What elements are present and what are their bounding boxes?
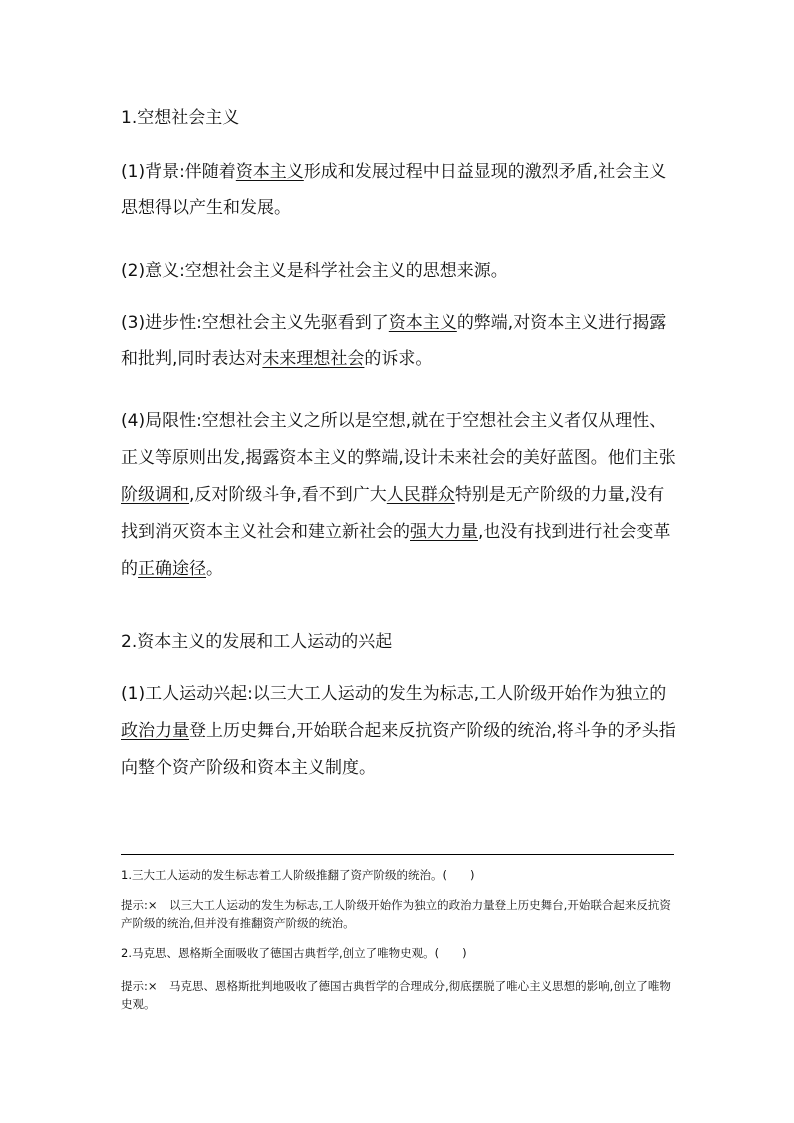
text-run: 特别是无产阶级的力量,没有找到消灭资本主义社会和建立新社会的: [121, 485, 665, 542]
section1-progressiveness-paragraph: [121, 305, 677, 377]
section1-significance-paragraph: (2)意义:空想社会主义是科学社会主义的思想来源。: [121, 261, 508, 281]
note-question-2: 2.马克思、恩格斯全面吸收了德国古典哲学,创立了唯物史观。( ): [121, 946, 467, 960]
note-hint-1: 提示:× 以三大工人运动的发生为标志,工人阶级开始作为独立的政治力量登上历史舞台,开始联合起来反抗资产阶级的统治,但并没有推翻资产阶级的统治。: [121, 898, 671, 930]
text-run: 的诉求。: [364, 349, 433, 369]
section1-limitation-paragraph: [121, 403, 677, 588]
text-run: (3)进步性:空想社会主义先驱看到了: [121, 313, 389, 333]
underlined-term: 政治力量: [121, 721, 189, 741]
section2-labor-movement-paragraph: [121, 676, 677, 787]
underlined-term: 人民群众: [386, 485, 455, 505]
text-run: 的弊端,对资本主义进行揭露和批判,同时表达对: [121, 313, 667, 369]
underlined-term: 阶级调和: [121, 485, 189, 505]
text-run: ,也没有找到进行社会变革的: [121, 522, 671, 579]
text-run: 登上历史舞台,开始联合起来反抗资产阶级的统治,将斗争的矛头指向整个资产阶级和资本主义制度。: [121, 721, 676, 778]
note-hint-2: 提示:× 马克思、恩格斯批判地吸收了德国古典哲学的合理成分,彻底摆脱了唯心主义思想的影响,创立了唯物史观。: [121, 979, 671, 1011]
section2-heading: 2.资本主义的发展和工人运动的兴起: [121, 632, 393, 652]
underlined-term: 未来理想社会: [262, 349, 365, 369]
note-question-1: 1.三大工人运动的发生标志着工人阶级推翻了资产阶级的统治。( ): [121, 868, 475, 882]
text-run: (1)工人运动兴起:以三大工人运动的发生为标志,工人阶级开始作为独立的: [121, 684, 667, 704]
footnote-divider: [121, 854, 674, 855]
text-run: 。: [206, 559, 223, 579]
underlined-term: 强大力量: [410, 522, 478, 542]
text-run: 形成和发展过程中日益显现的激烈矛盾,社会主义思想得以产生和发展。: [121, 162, 667, 218]
text-run: (4)局限性:空想社会主义之所以是空想,就在于空想社会主义者仅从理性、正义等原则出发,揭露资本主义的弊端,设计未来社会的美好蓝图。他们主张: [121, 411, 676, 468]
underlined-term: 资本主义: [235, 162, 304, 182]
section1-background-paragraph: [121, 154, 677, 226]
underlined-term: 正确途径: [138, 559, 206, 579]
text-run: (1)背景:伴随着: [121, 162, 236, 182]
underlined-term: 资本主义: [388, 313, 457, 333]
section1-heading: 1.空想社会主义: [121, 108, 240, 128]
text-run: ,反对阶级斗争,看不到广大: [189, 485, 387, 505]
